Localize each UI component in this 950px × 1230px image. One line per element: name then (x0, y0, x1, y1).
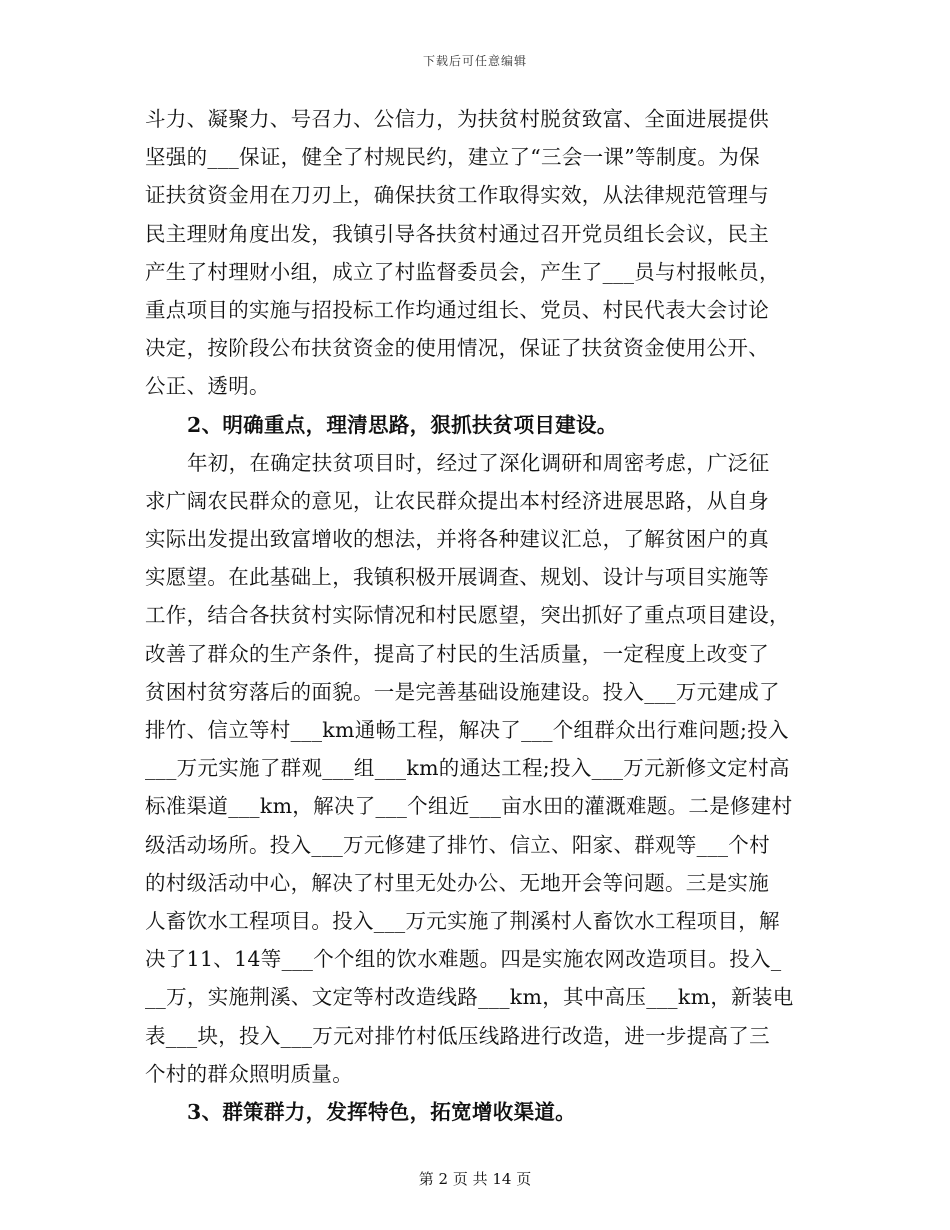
body-line: 实际出发提出致富增收的想法，并将各种建议汇总，了解贫困户的真 (145, 527, 769, 552)
body-line: 求广阔农民群众的意见，让农民群众提出本村经济进展思路，从自身 (145, 488, 769, 513)
body-line: 公正、透明。 (145, 374, 270, 399)
body-line: 决定，按阶段公布扶贫资金的使用情况，保证了扶贫资金使用公开、 (145, 336, 769, 361)
body-line: ___万元实施了群观___组___km的通达工程;投入___万元新修文定村高 (145, 756, 790, 781)
body-line: 重点项目的实施与招投标工作均通过组长、党员、村民代表大会讨论 (145, 297, 769, 322)
body-line: 产生了村理财小组，成立了村监督委员会，产生了___员与村报帐员， (145, 259, 780, 284)
section-heading-2: 2、明确重点，理清思路，狠抓扶贫项目建设。 (187, 412, 618, 437)
body-line: 人畜饮水工程项目。投入___万元实施了荆溪村人畜饮水工程项目，解 (145, 908, 780, 933)
section-heading-3: 3、群策群力，发挥特色，拓宽增收渠道。 (187, 1099, 576, 1124)
body-line: 个村的群众照明质量。 (145, 1061, 353, 1086)
body-line: 的村级活动中心，解决了村里无处办公、无地开会等问题。三是实施 (145, 870, 769, 895)
body-line: 民主理财角度出发，我镇引导各扶贫村通过召开党员组长会议，民主 (145, 221, 769, 246)
page-number: 第 2 页 共 14 页 (418, 1170, 532, 1188)
body-line: 表___块，投入___万元对排竹村低压线路进行改造，进一步提高了三 (145, 1023, 770, 1048)
document-body (145, 100, 807, 1131)
body-line: 级活动场所。投入___万元修建了排竹、信立、阳家、群观等___个村 (145, 832, 770, 857)
body-line: 决了11、14等___个个组的饮水难题。四是实施农网改造项目。投入_ (145, 947, 782, 972)
body-line: 改善了群众的生产条件，提高了村民的生活质量，一定程度上改变了 (145, 641, 769, 666)
body-line: __万，实施荆溪、文定等村改造线路___km，其中高压___km，新装电 (145, 985, 794, 1010)
body-line: 工作，结合各扶贫村实际情况和村民愿望，突出抓好了重点项目建设， (145, 603, 790, 628)
body-line: 坚强的___保证，健全了村规民约，建立了“三会一课”等制度。为保 (145, 145, 760, 170)
body-line: 实愿望。在此基础上，我镇积极开展调查、规划、设计与项目实施等 (145, 565, 769, 590)
page-header: 下载后可任意编辑 (422, 54, 527, 68)
body-line: 标准渠道___km，解决了___个组近___亩水田的灌溉难题。二是修建村 (145, 794, 793, 819)
body-line: 贫困村贫穷落后的面貌。一是完善基础设施建设。投入___万元建成了 (145, 679, 780, 704)
body-line: 年初，在确定扶贫项目时，经过了深化调研和周密考虑，广泛征 (187, 450, 770, 475)
body-line: 斗力、凝聚力、号召力、公信力，为扶贫村脱贫致富、全面进展提供 (145, 107, 769, 131)
body-line: 证扶贫资金用在刀刃上，确保扶贫工作取得实效，从法律规范管理与 (145, 183, 769, 208)
body-line: 排竹、信立等村___km通畅工程，解决了___个组群众出行难问题;投入 (145, 718, 789, 742)
